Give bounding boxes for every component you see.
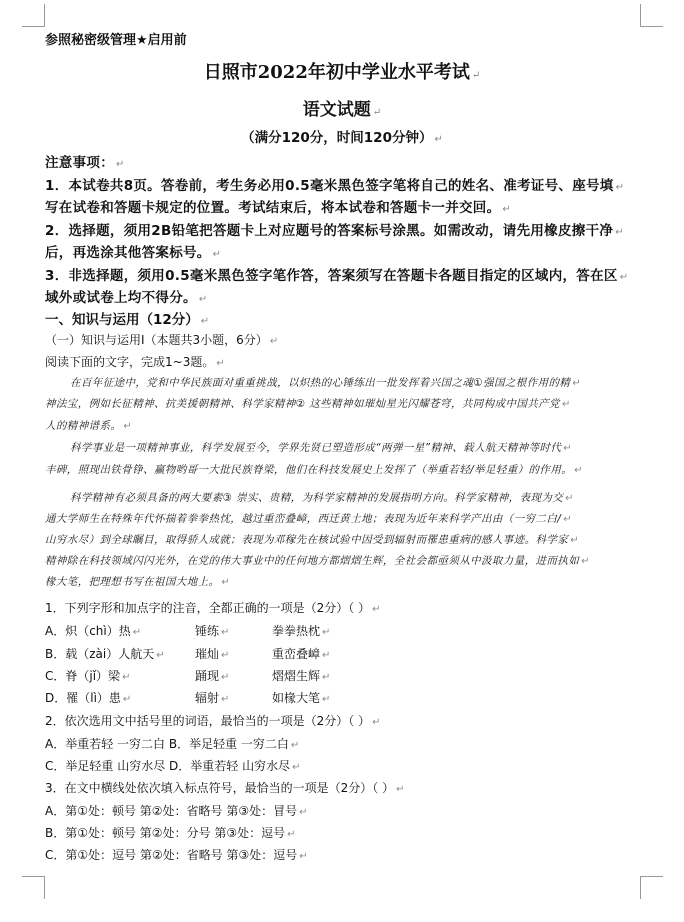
paragraph-mark: ↵ [574,465,583,476]
q1-option-d-word3: 如椽大笔 ↵ [272,691,331,705]
confidential-label: 参照秘密级管理★启用前 [45,33,187,48]
crop-mark-bottom-left [22,876,45,899]
paragraph-mark: ↵ [434,134,443,145]
notice-line: 写在试卷和答题卡规定的位置。考试结束后，将本试卷和答题卡一并交回。 ↵ [45,200,512,216]
q2-options-ab: A．举重若轻 一穷二白 B．举足轻重 一穷二白 ↵ [45,737,300,751]
paragraph-mark: ↵ [299,851,308,862]
paragraph-mark: ↵ [322,672,331,683]
passage-line: 神法宝，例如长征精神、抗美援朝精神、科学家精神② 这些精神如璀灿星光闪耀苍穹，共同构成中国共产党 ↵ [45,398,571,410]
q3-option-a: A．第①处：顿号 第②处：省略号 第③处：冒号 ↵ [45,804,308,818]
paragraph-mark: ↵ [471,70,481,81]
paragraph-mark: ↵ [123,421,133,432]
notice-line: 3．非选择题，须用0.5毫米黑色签字笔作答，答案须写在答题卡各题目指定的区域内，答在区 ↵ [45,268,629,284]
paragraph-mark: ↵ [561,399,571,410]
paragraph-mark: ↵ [396,784,405,795]
paragraph-mark: ↵ [221,627,230,638]
notice-line: 后，再选涂其他答案标号。 ↵ [45,245,222,261]
paragraph-mark: ↵ [299,807,308,818]
crop-mark-top-left [22,4,45,27]
passage-line: 科学精神有必须具备的两大要素③ 崇实、贵精，为科学家精神的发展指明方向。科学家精神，表现为交 ↵ [70,492,574,504]
paragraph-mark: ↵ [292,762,301,773]
score-time-info: （满分120分，时间120分钟） ↵ [241,130,443,146]
q3-option-b: B．第①处：顿号 第②处：分号 第③处：逗号 ↵ [45,826,296,840]
q1-option-c-word2: 踊现 ↵ [195,669,230,683]
exam-title: 日照市2022年初中学业水平考试 ↵ [203,62,481,83]
passage-line: 科学事业是一项精神事业，科学发展至今，学界先贤已塑造形成“两弹一星”精神、载人航天精神等时代 ↵ [70,442,573,454]
passage-line: 山穷水尽）到全球瞩目，取得骄人成就；表现为邓稼先在核试验中因受到辐射而罹患重病的感人事迹。科学家 ↵ [45,534,579,546]
paragraph-mark: ↵ [615,227,624,238]
paragraph-mark: ↵ [502,204,512,215]
notice-line: 1．本试卷共8页。答卷前，考生务必用0.5毫米黑色签字笔将自己的姓名、准考证号、座号填 ↵ [45,178,625,194]
paragraph-mark: ↵ [221,672,230,683]
subject-title: 语文试题 ↵ [302,100,382,120]
passage-line: 丰碑，照现出铁骨铮、赢物哟哥一大批民族脊梁，他们在科技发展史上发挥了（举重若轻/举足轻重）的作用。 ↵ [45,464,583,476]
paragraph-mark: ↵ [372,717,381,728]
passage-line: 椽大笔，把理想书写在祖国大地上。 ↵ [45,576,231,588]
paragraph-mark: ↵ [372,604,381,615]
q1-option-c-word3: 熠熠生辉 ↵ [272,669,331,683]
paragraph-mark: ↵ [212,249,222,260]
passage-line: 精神除在科技领域闪闪光外，在党的伟大事业中的任何地方都熠熠生辉，全社会都亟须从中汲取力量，进而执如 ↵ [45,555,590,567]
notice-line: 2．选择题，须用2B铅笔把答题卡上对应题号的答案标号涂黑。如需改动，请先用橡皮擦干净 ↵ [45,223,624,239]
paragraph-mark: ↵ [221,650,230,661]
question-1-stem: 1．下列字形和加点字的注音，全都正确的一项是（2分）（ ） ↵ [45,601,381,615]
paragraph-mark: ↵ [322,650,331,661]
paragraph-mark: ↵ [563,443,573,454]
paragraph-mark: ↵ [132,627,142,638]
paragraph-mark: ↵ [570,535,579,546]
reading-instruction: 阅读下面的文字，完成1~3题。 ↵ [45,355,225,369]
q1-option-a: A．炽（chì）热 ↵ [45,624,142,638]
passage-line: 人的精神谱系。 ↵ [45,420,133,432]
q1-option-a-word2: 锤练 ↵ [195,624,230,638]
notice-line: 域外或试卷上均不得分。 ↵ [45,290,208,306]
paragraph-mark: ↵ [221,577,231,588]
q3-option-c: C．第①处：逗号 第②处：省略号 第③处：逗号 ↵ [45,848,308,862]
q1-option-d: D．罹（lì）患 ↵ [45,691,132,705]
paragraph-mark: ↵ [572,378,582,389]
paragraph-mark: ↵ [116,159,125,170]
paragraph-mark: ↵ [287,829,296,840]
paragraph-mark: ↵ [122,672,131,683]
paragraph-mark: ↵ [200,316,210,327]
paragraph-mark: ↵ [615,182,625,193]
notice-heading: 注意事项： ↵ [45,155,125,171]
section-subtitle: （一）知识与运用Ⅰ（本题共3小题，6分） ↵ [45,333,279,347]
passage-line: 在百年征途中，党和中华民族面对重重挑战，以炽热的心锤练出一批发挥着兴国之魂①强国之根作用的精 ↵ [70,377,582,389]
paragraph-mark: ↵ [563,514,573,525]
paragraph-mark: ↵ [565,493,574,504]
q1-option-d-word2: 辐射 ↵ [195,691,230,705]
paragraph-mark: ↵ [198,294,208,305]
crop-mark-bottom-right [640,876,663,899]
paragraph-mark: ↵ [290,740,300,751]
q1-option-c: C．脊（jǐ）梁 ↵ [45,669,131,683]
paragraph-mark: ↵ [581,556,590,567]
q1-option-b: B．载（zài）人航天 ↵ [45,647,165,661]
section-title: 一、知识与运用（12分） ↵ [45,312,210,328]
q1-option-a-word3: 拳拳热枕 ↵ [272,624,331,638]
paragraph-mark: ↵ [372,107,382,118]
paragraph-mark: ↵ [322,627,331,638]
question-2-stem: 2．依次选用文中括号里的词语，最恰当的一项是（2分）（ ） ↵ [45,714,381,728]
paragraph-mark: ↵ [221,694,230,705]
paragraph-mark: ↵ [216,358,225,369]
q1-option-b-word3: 重峦叠嶂 ↵ [272,647,331,661]
passage-line: 通大学师生在特殊年代怀揣着拳拳热忱，越过重峦叠嶂，西迁黄土地；表现为近年来科学产出由（一穷二白/ ↵ [45,513,573,525]
paragraph-mark: ↵ [269,336,279,347]
paragraph-mark: ↵ [322,694,331,705]
crop-mark-top-right [640,4,663,27]
q2-options-cd: C．举足轻重 山穷水尽 D．举重若轻 山穷水尽 ↵ [45,759,301,773]
q1-option-b-word2: 璀灿 ↵ [195,647,230,661]
paragraph-mark: ↵ [619,272,629,283]
paragraph-mark: ↵ [156,650,165,661]
question-3-stem: 3．在文中横线处依次填入标点符号，最恰当的一项是（2分）（ ） ↵ [45,781,405,795]
paragraph-mark: ↵ [122,694,132,705]
